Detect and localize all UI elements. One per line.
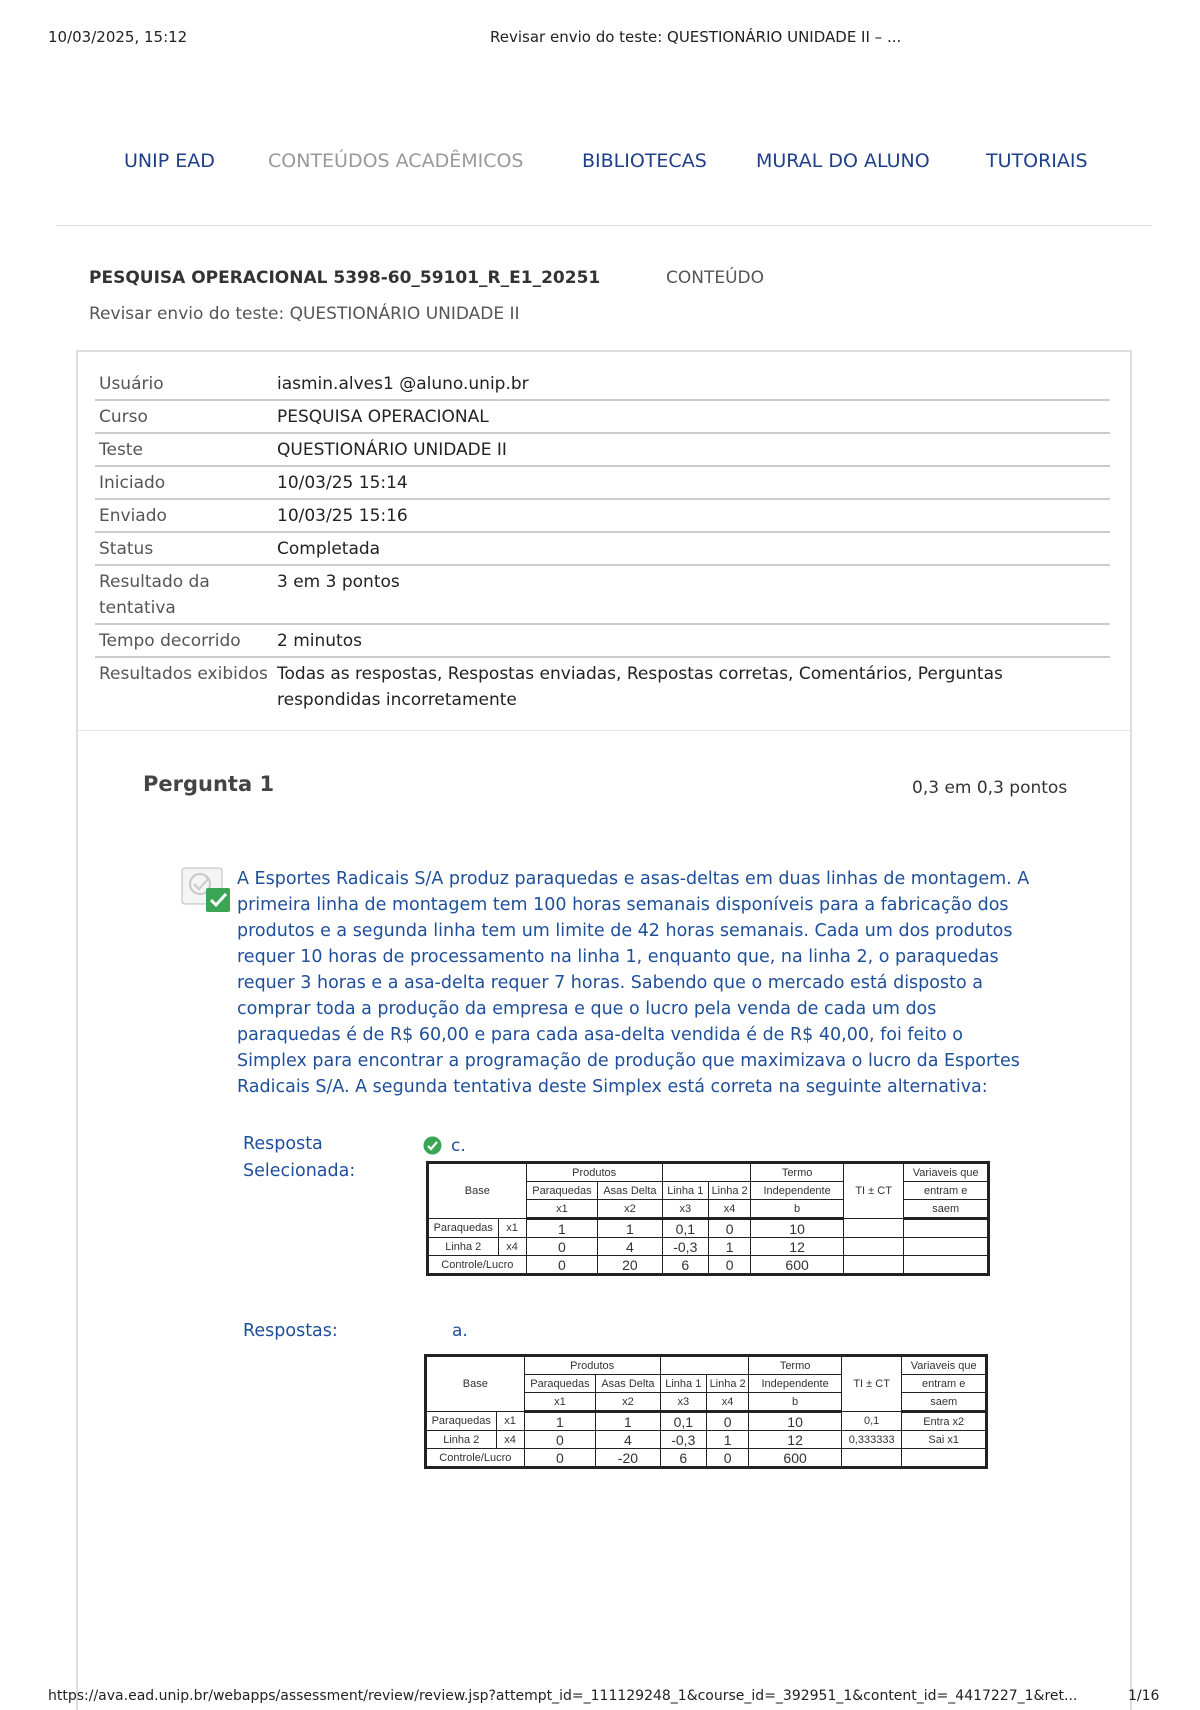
cell: 1 (526, 1219, 598, 1238)
info-key: Usuário (95, 368, 273, 400)
selected-label-line2: Selecionada: (243, 1161, 356, 1181)
info-key: Iniciado (95, 466, 273, 499)
header-produtos: Produtos (524, 1356, 660, 1375)
cell: 0 (526, 1238, 598, 1256)
header-termo: Termo (751, 1163, 844, 1182)
selected-answer-letter: c. (451, 1136, 466, 1156)
cell: 0 (708, 1219, 750, 1238)
info-value: 10/03/25 15:16 (273, 499, 1110, 532)
cell: 12 (751, 1238, 844, 1256)
cell: -0,3 (662, 1238, 708, 1256)
header-independente: Independente (751, 1182, 844, 1200)
info-row (95, 657, 1110, 715)
cell: 4 (598, 1238, 662, 1256)
cell-ti: 0,333333 (841, 1431, 901, 1449)
info-row (95, 433, 1110, 466)
cell-entra-sai (902, 1449, 987, 1468)
cell: 6 (660, 1449, 706, 1468)
cell: 1 (706, 1431, 748, 1449)
page-number: 1/16 (1128, 1688, 1160, 1704)
info-value: Todas as respostas, Respostas enviadas, Respostas corretas, Comentários, Perguntas respondidas incorretamente (277, 664, 1003, 710)
header-variaveis: Variaveis que (904, 1163, 989, 1182)
cell: 0 (706, 1449, 748, 1468)
page-subtitle: Revisar envio do teste: QUESTIONÁRIO UNIDADE II (89, 304, 520, 324)
cell: -20 (596, 1449, 660, 1468)
header-b: b (751, 1200, 844, 1219)
attempt-info-table (95, 368, 1110, 715)
header-paraquedas: Paraquedas (524, 1375, 596, 1393)
header-x1: x1 (526, 1200, 598, 1219)
selected-label-line1: Resposta (243, 1134, 323, 1154)
info-key: Resultado da tentativa (95, 565, 273, 624)
header-termo: Termo (749, 1356, 842, 1375)
cell: 0,1 (660, 1412, 706, 1431)
info-key: Curso (95, 400, 273, 433)
question-title: Pergunta 1 (143, 772, 275, 796)
table-row (426, 1412, 987, 1431)
header-x4: x4 (708, 1200, 750, 1219)
header-linha1: Linha 1 (660, 1375, 706, 1393)
cell-ti (843, 1256, 903, 1275)
header-x2: x2 (596, 1393, 660, 1412)
cell: 1 (596, 1412, 660, 1431)
cell-ti (843, 1219, 903, 1238)
cell: 600 (751, 1256, 844, 1275)
header-saem: saem (902, 1393, 987, 1412)
info-row (95, 400, 1110, 433)
row-var: x1 (496, 1412, 524, 1431)
question-points: 0,3 em 0,3 pontos (912, 778, 1068, 798)
table-row (428, 1219, 989, 1238)
row-name: Paraquedas (428, 1219, 499, 1238)
cell-entra-sai: Entra x2 (902, 1412, 987, 1431)
print-title: Revisar envio do teste: QUESTIONÁRIO UNIDADE II – ... (490, 28, 902, 46)
conteudo-link[interactable]: CONTEÚDO (666, 268, 765, 288)
info-row (95, 532, 1110, 565)
info-key: Tempo decorrido (95, 624, 273, 657)
row-var: x4 (496, 1431, 524, 1449)
header-variaveis: Variaveis que (902, 1356, 987, 1375)
info-value: 3 em 3 pontos (273, 565, 1110, 624)
nav-divider (56, 225, 1152, 226)
cell: 4 (596, 1431, 660, 1449)
cell-ti: 0,1 (841, 1412, 901, 1431)
cell: 1 (524, 1412, 596, 1431)
info-value: 10/03/25 15:14 (273, 466, 1110, 499)
row-var: x1 (498, 1219, 526, 1238)
answers-label: Respostas: (243, 1321, 338, 1341)
cell: 0 (526, 1256, 598, 1275)
cell: 10 (749, 1412, 842, 1431)
nav-mural-do-aluno[interactable]: MURAL DO ALUNO (756, 150, 930, 172)
info-row (95, 565, 1110, 624)
section-divider (78, 730, 1130, 731)
info-row (95, 499, 1110, 532)
cell: 600 (749, 1449, 842, 1468)
nav-unip-ead[interactable]: UNIP EAD (124, 150, 215, 172)
check-circle-icon (423, 1136, 442, 1155)
table-row (428, 1238, 989, 1256)
header-x2: x2 (598, 1200, 662, 1219)
selected-simplex-table (426, 1161, 990, 1276)
cell: 0,1 (662, 1219, 708, 1238)
header-entram: entram e (904, 1182, 989, 1200)
info-key: Enviado (95, 499, 273, 532)
nav-bibliotecas[interactable]: BIBLIOTECAS (582, 150, 707, 172)
header-x1: x1 (524, 1393, 596, 1412)
row-name: Controle/Lucro (426, 1449, 525, 1468)
cell: 6 (662, 1256, 708, 1275)
cell-ti (841, 1449, 901, 1468)
cell: 10 (751, 1219, 844, 1238)
cell: 20 (598, 1256, 662, 1275)
header-linha2: Linha 2 (708, 1182, 750, 1200)
cell: 1 (598, 1219, 662, 1238)
header-asas-delta: Asas Delta (598, 1182, 662, 1200)
question-text: A Esportes Radicais S/A produz paraquedas e asas-deltas em duas linhas de montagem. A primeira linha de montagem tem 100 horas semanais disponíveis para a fabricação dos produtos e a segunda linha tem um limite de 42 horas semanais. Cada um dos produtos requer 10 horas de processamento na linha 1, enquanto que, na linha 2, o paraquedas requer 3 horas e a asa-delta requer 7 horas. Sabendo que o mercado está disposto a comprar toda a produção da empresa e que o lucro pela venda de cada um dos paraquedas é de R$ 60,00 e para cada asa-delta vendida é de R$ 40,00, foi feito o Simplex para encontrar a programação de produção que maximizava o lucro da Esportes Radicais S/A. A segunda tentativa deste Simplex está correta na seguinte alternativa: (237, 869, 1030, 1097)
info-row (95, 624, 1110, 657)
header-x3: x3 (660, 1393, 706, 1412)
row-name: Linha 2 (428, 1238, 499, 1256)
info-value: QUESTIONÁRIO UNIDADE II (273, 433, 1110, 466)
header-entram: entram e (902, 1375, 987, 1393)
header-linha2: Linha 2 (706, 1375, 748, 1393)
cell-ti (843, 1238, 903, 1256)
cell: 0 (706, 1412, 748, 1431)
cell-entra-sai: Sai x1 (902, 1431, 987, 1449)
info-value: 2 minutos (273, 624, 1110, 657)
info-value: iasmin.alves1 @aluno.unip.br (273, 368, 1110, 400)
answer-letter-a: a. (452, 1321, 468, 1341)
nav-tutoriais[interactable]: TUTORIAIS (986, 150, 1088, 172)
info-key: Status (95, 532, 273, 565)
cell: -0,3 (660, 1431, 706, 1449)
header-x3: x3 (662, 1200, 708, 1219)
table-row (426, 1449, 987, 1468)
cell: 0 (524, 1449, 596, 1468)
row-var: x4 (498, 1238, 526, 1256)
page-url: https://ava.ead.unip.br/webapps/assessment/review/review.jsp?attempt_id=_111129248_1&course_id=_392951_1&content_id=_4417227_1&ret... (48, 1688, 1078, 1704)
cell-entra-sai (904, 1219, 989, 1238)
header-x4: x4 (706, 1393, 748, 1412)
row-name: Linha 2 (426, 1431, 497, 1449)
selected-answer-label (243, 1131, 355, 1185)
header-saem: saem (904, 1200, 989, 1219)
cell: 12 (749, 1431, 842, 1449)
header-produtos: Produtos (526, 1163, 662, 1182)
course-title[interactable]: PESQUISA OPERACIONAL 5398-60_59101_R_E1_20251 (89, 268, 601, 288)
header-base: Base (428, 1163, 527, 1219)
info-row (95, 466, 1110, 499)
header-independente: Independente (749, 1375, 842, 1393)
info-value: PESQUISA OPERACIONAL (273, 400, 1110, 433)
header-b: b (749, 1393, 842, 1412)
nav-conteudos-academicos[interactable]: CONTEÚDOS ACADÊMICOS (268, 150, 524, 172)
row-name: Controle/Lucro (428, 1256, 527, 1275)
row-name: Paraquedas (426, 1412, 497, 1431)
cell: 1 (708, 1238, 750, 1256)
table-row (426, 1431, 987, 1449)
answer-a-simplex-table (424, 1354, 988, 1469)
cell-entra-sai (904, 1238, 989, 1256)
header-ti-ct: TI ± CT (841, 1356, 901, 1412)
header-linha1: Linha 1 (662, 1182, 708, 1200)
header-asas-delta: Asas Delta (596, 1375, 660, 1393)
info-row (95, 368, 1110, 400)
print-date: 10/03/2025, 15:12 (48, 28, 188, 46)
info-key: Teste (95, 433, 273, 466)
header-ti-ct: TI ± CT (843, 1163, 903, 1219)
table-row (428, 1256, 989, 1275)
header-base: Base (426, 1356, 525, 1412)
cell: 0 (524, 1431, 596, 1449)
cell: 0 (708, 1256, 750, 1275)
correct-answer-icon (180, 866, 232, 914)
info-key: Resultados exibidos (99, 664, 268, 684)
info-value: Completada (273, 532, 1110, 565)
cell-entra-sai (904, 1256, 989, 1275)
header-paraquedas: Paraquedas (526, 1182, 598, 1200)
